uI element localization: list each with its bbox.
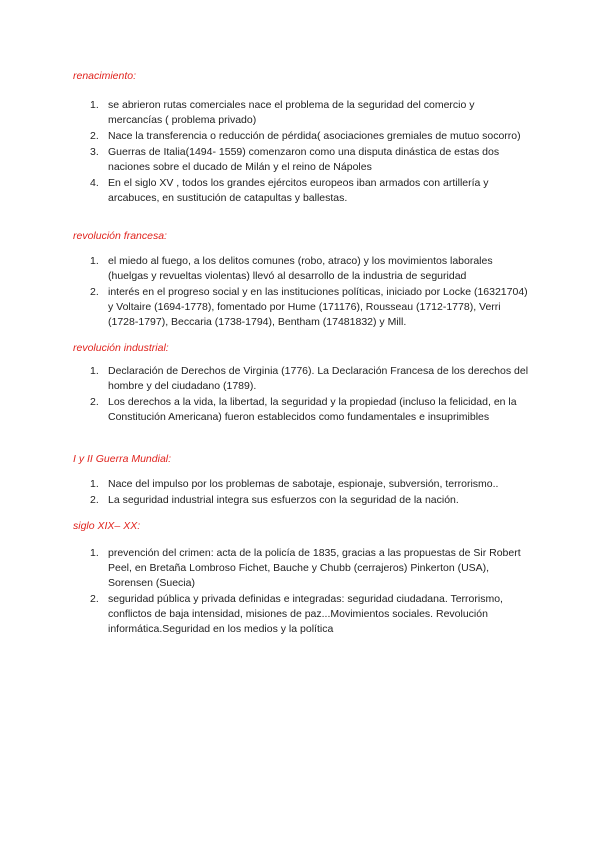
item-number: 1. — [90, 99, 99, 111]
section-heading-siglo-xix-xx: siglo XIX– XX: — [73, 520, 141, 532]
item-text: En el siglo XV , todos los grandes ejércitos europeos iban armados con artillería y arcabuces, en sustitución de catapultas y ballestas. — [108, 177, 489, 204]
section-heading-revolucion-industrial: revolución industrial: — [73, 342, 169, 354]
item-text: seguridad pública y privada definidas e integradas: seguridad ciudadana. Terrorismo, conflictos de baja intensidad, misiones de paz...Movimientos sociales. Revolución informática.Seguridad en los medios y la política — [108, 593, 503, 635]
list-item — [90, 129, 530, 144]
item-text: Guerras de Italia(1494- 1559) comenzaron como una disputa dinástica de estas dos naciones sobre el ducado de Milán y el reino de Nápoles — [108, 146, 500, 173]
list-item — [90, 176, 530, 206]
list-guerra-mundial — [90, 477, 530, 509]
item-text: se abrieron rutas comerciales nace el problema de la seguridad del comercio y mercancías ( problema privado) — [108, 99, 475, 126]
item-text: Nace del impulso por los problemas de sabotaje, espionaje, subversión, terrorismo.. — [108, 478, 499, 490]
list-item — [90, 254, 530, 284]
list-item — [90, 395, 530, 425]
item-number: 2. — [90, 130, 99, 142]
item-number: 1. — [90, 255, 99, 267]
item-text: Los derechos a la vida, la libertad, la seguridad y la propiedad (incluso la felicidad, en la Constitución Americana) fueron establecidos como fundamentales e insuprimibles — [108, 396, 517, 423]
list-item — [90, 592, 530, 637]
item-number: 2. — [90, 494, 99, 506]
item-text: el miedo al fuego, a los delitos comunes (robo, atraco) y los movimientos laborales (huelgas y revueltas violentas) llevó al desarrollo de la industria de seguridad — [108, 255, 493, 282]
item-number: 1. — [90, 365, 99, 377]
item-text: Declaración de Derechos de Virginia (1776). La Declaración Francesa de los derechos del hombre y del ciudadano (1789). — [108, 365, 529, 392]
item-number: 1. — [90, 547, 99, 559]
item-text: La seguridad industrial integra sus esfuerzos con la seguridad de la nación. — [108, 494, 459, 506]
item-number: 2. — [90, 593, 99, 605]
item-number: 2. — [90, 286, 99, 298]
list-renacimiento — [90, 98, 530, 207]
list-revolucion-francesa — [90, 254, 530, 331]
list-item — [90, 285, 530, 330]
section-heading-guerra-mundial: I y II Guerra Mundial: — [73, 453, 172, 465]
item-number: 2. — [90, 396, 99, 408]
list-item — [90, 546, 530, 591]
item-number: 3. — [90, 146, 99, 158]
item-text: interés en el progreso social y en las instituciones políticas, iniciado por Locke (16321704) y Voltaire (1694-1778), fomentado por Hume (171176), Rousseau (1712-1778), Verri (1728-1797), Beccaria (1738-1794), Bentham (17481832) y Mill. — [108, 286, 528, 328]
list-item — [90, 493, 530, 508]
list-item — [90, 364, 530, 394]
item-text: Nace la transferencia o reducción de pérdida( asociaciones gremiales de mutuo socorro) — [108, 130, 521, 142]
list-item — [90, 98, 530, 128]
section-heading-revolucion-francesa: revolución francesa: — [73, 230, 167, 242]
section-heading-renacimiento: renacimiento: — [73, 70, 137, 82]
list-revolucion-industrial — [90, 364, 530, 426]
item-number: 1. — [90, 478, 99, 490]
item-number: 4. — [90, 177, 99, 189]
list-item — [90, 477, 530, 492]
list-item — [90, 145, 530, 175]
item-text: prevención del crimen: acta de la policía de 1835, gracias a las propuestas de Sir Robert Peel, en Bretaña Lombroso Fichet, Bauche y Chubb (cerrajeros) Pinkerton (USA), Sorensen (Suecia) — [108, 547, 521, 589]
list-siglo-xix-xx — [90, 546, 530, 638]
